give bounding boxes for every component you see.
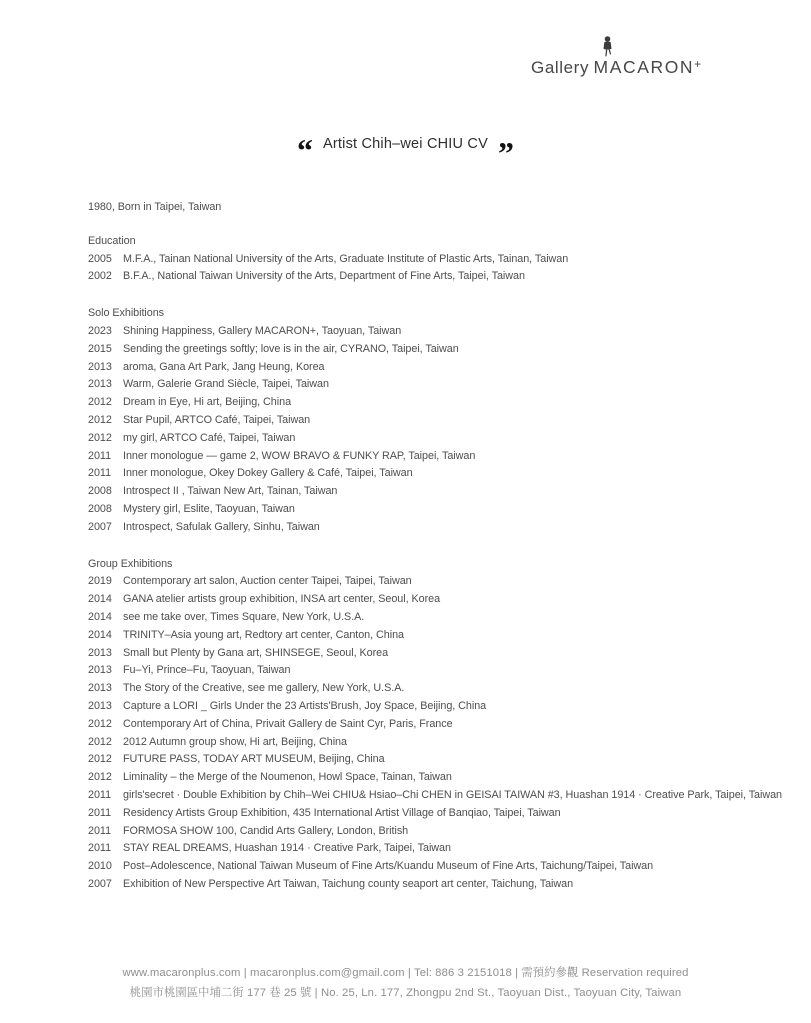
entry-year: 2014 — [88, 628, 112, 641]
cv-entry — [88, 359, 791, 377]
entry-year: 2011 — [88, 449, 112, 462]
entry-text: B.F.A., National Taiwan University of the Arts, Department of Fine Arts, Taipei, Taiwan — [123, 270, 525, 283]
logo-gallery-word: Gallery — [531, 58, 590, 77]
entry-text: aroma, Gana Art Park, Jang Heung, Korea — [123, 360, 325, 373]
entry-year: 2002 — [88, 270, 112, 283]
logo-plus-sign: + — [694, 57, 702, 71]
footer-address-line: 桃園市桃園區中埔二街 177 巷 25 號 | No. 25, Ln. 177, Zhongpu 2nd St., Taoyuan Dist., Taoyuan City, Taiwan — [129, 987, 682, 999]
cv-entry — [88, 769, 791, 787]
entry-year: 2013 — [88, 664, 112, 677]
entry-year: 2010 — [88, 860, 112, 873]
entry-year: 2011 — [88, 806, 112, 819]
page-title — [0, 132, 811, 171]
cv-entry — [88, 394, 791, 412]
gallery-logo — [531, 36, 701, 78]
entry-text: Dream in Eye, Hi art, Beijing, China — [123, 396, 292, 409]
cv-entry — [88, 805, 791, 823]
cv-entry — [88, 734, 791, 752]
entry-text: M.F.A., Tainan National University of the Arts, Graduate Institute of Plastic Arts, Tainan, Taiwan — [123, 252, 569, 265]
entry-text: Residency Artists Group Exhibition, 435 International Artist Village of Banqiao, Taipei, Taiwan — [123, 806, 561, 819]
cv-entry — [88, 341, 791, 359]
entry-text: Fu–Yi, Prince–Fu, Taoyuan, Taiwan — [123, 664, 291, 677]
entry-text: see me take over, Times Square, New York, U.S.A. — [123, 610, 365, 623]
entry-text: Exhibition of New Perspective Art Taiwan, Taichung county seaport art center, Taichung, Taiwan — [123, 877, 574, 890]
cv-entry — [88, 751, 791, 769]
entry-text: GANA atelier artists group exhibition, INSA art center, Seoul, Korea — [123, 593, 441, 606]
cv-entry — [88, 876, 791, 894]
entry-year: 2012 — [88, 396, 112, 409]
entry-text: Warm, Galerie Grand Siècle, Taipei, Taiwan — [123, 378, 329, 391]
cv-entry — [88, 591, 791, 609]
entry-year: 2014 — [88, 610, 112, 623]
cv-entry — [88, 501, 791, 519]
cv-entry — [88, 858, 791, 876]
entry-year: 2011 — [88, 842, 112, 855]
entry-year: 2015 — [88, 342, 112, 355]
entry-year: 2013 — [88, 699, 112, 712]
cv-entry — [88, 448, 791, 466]
cv-entry — [88, 645, 791, 663]
entry-text: Inner monologue, Okey Dokey Gallery & Café, Taipei, Taiwan — [123, 467, 413, 480]
entry-text: Introspect II , Taiwan New Art, Tainan, Taiwan — [123, 485, 338, 498]
section-entries — [88, 573, 791, 893]
cv-section — [88, 305, 791, 536]
section-heading: Education — [88, 234, 136, 247]
cv-entry — [88, 412, 791, 430]
entry-text: Capture a LORI _ Girls Under the 23 Artists'Brush, Joy Space, Beijing, China — [123, 699, 487, 712]
entry-year: 2012 — [88, 717, 112, 730]
entry-year: 2013 — [88, 360, 112, 373]
entry-text: Mystery girl, Eslite, Taoyuan, Taiwan — [123, 502, 295, 515]
entry-text: girls'secret · Double Exhibition by Chih–Wei CHIU& Hsiao–Chi CHEN in GEISAI TAIWAN #3, Huashan 1914 · Creative Park, Taipei, Taiwan — [123, 788, 783, 801]
footer — [0, 963, 811, 1003]
entry-year: 2013 — [88, 378, 112, 391]
entry-year: 2023 — [88, 324, 112, 337]
entry-text: FUTURE PASS, TODAY ART MUSEUM, Beijing, China — [123, 753, 385, 766]
entry-text: The Story of the Creative, see me gallery, New York, U.S.A. — [123, 682, 405, 695]
cv-entry — [88, 268, 791, 286]
entry-text: my girl, ARTCO Café, Taipei, Taiwan — [123, 431, 296, 444]
entry-year: 2011 — [88, 788, 112, 801]
cv-entry — [88, 823, 791, 841]
cv-section — [88, 233, 791, 286]
cv-entry — [88, 716, 791, 734]
cv-entry — [88, 376, 791, 394]
entry-year: 2007 — [88, 877, 112, 890]
cv-entry — [88, 662, 791, 680]
doll-icon — [601, 36, 701, 57]
entry-text: 2012 Autumn group show, Hi art, Beijing, China — [123, 735, 347, 748]
entry-year: 2012 — [88, 735, 112, 748]
entry-year: 2019 — [88, 575, 112, 588]
logo-brand-word: MACARON — [593, 57, 695, 77]
cv-entry — [88, 483, 791, 501]
cv-entry — [88, 840, 791, 858]
cv-entry — [88, 430, 791, 448]
cv-entry — [88, 573, 791, 591]
entry-text: Liminality – the Merge of the Noumenon, Howl Space, Tainan, Taiwan — [123, 771, 452, 784]
entry-year: 2012 — [88, 753, 112, 766]
cv-entry — [88, 323, 791, 341]
entry-text: Sending the greetings softly; love is in the air, CYRANO, Taipei, Taiwan — [123, 342, 459, 355]
open-quote-icon: “ — [297, 132, 314, 168]
entry-year: 2012 — [88, 431, 112, 444]
entry-year: 2012 — [88, 771, 112, 784]
cv-entry — [88, 251, 791, 269]
entry-year: 2005 — [88, 252, 112, 265]
section-heading: Group Exhibitions — [88, 557, 173, 570]
section-entries — [88, 251, 791, 287]
entry-year: 2013 — [88, 646, 112, 659]
entry-year: 2013 — [88, 682, 112, 695]
entry-year: 2008 — [88, 502, 112, 515]
cv-entry — [88, 698, 791, 716]
entry-text: Post–Adolescence, National Taiwan Museum of Fine Arts/Kuandu Museum of Fine Arts, Taichung/Taipei, Taiwan — [123, 860, 654, 873]
section-heading: Solo Exhibitions — [88, 307, 165, 320]
entry-text: Small but Plenty by Gana art, SHINSEGE, Seoul, Korea — [123, 646, 389, 659]
cv-section — [88, 556, 791, 894]
entry-text: Star Pupil, ARTCO Café, Taipei, Taiwan — [123, 413, 311, 426]
entry-text: TRINITY–Asia young art, Redtory art center, Canton, China — [123, 628, 405, 641]
entry-text: STAY REAL DREAMS, Huashan 1914 · Creative Park, Taipei, Taiwan — [123, 842, 451, 855]
entry-text: FORMOSA SHOW 100, Candid Arts Gallery, London, British — [123, 824, 409, 837]
page-title-text: Artist Chih–wei CHIU CV — [323, 136, 488, 152]
cv-sections — [88, 233, 791, 894]
cv-entry — [88, 519, 791, 537]
entry-year: 2014 — [88, 593, 112, 606]
cv-entry — [88, 609, 791, 627]
entry-text: Introspect, Safulak Gallery, Sinhu, Taiwan — [123, 520, 320, 533]
entry-text: Inner monologue — game 2, WOW BRAVO & FUNKY RAP, Taipei, Taiwan — [123, 449, 476, 462]
entry-year: 2008 — [88, 485, 112, 498]
cv-entry — [88, 627, 791, 645]
entry-year: 2007 — [88, 520, 112, 533]
cv-content — [88, 199, 791, 894]
cv-entry — [88, 787, 791, 805]
entry-year: 2011 — [88, 467, 112, 480]
footer-contact-line: www.macaronplus.com | macaronplus.com@gmail.com | Tel: 886 3 2151018 | 需預約參觀 Reservation required — [122, 967, 689, 979]
close-quote-icon: ” — [497, 135, 514, 171]
entry-text: Contemporary Art of China, Privait Gallery de Saint Cyr, Paris, France — [123, 717, 453, 730]
cv-entry — [88, 465, 791, 483]
entry-text: Shining Happiness, Gallery MACARON+, Taoyuan, Taiwan — [123, 324, 402, 337]
entry-text: Contemporary art salon, Auction center Taipei, Taipei, Taiwan — [123, 575, 412, 588]
entry-year: 2012 — [88, 413, 112, 426]
cv-entry — [88, 680, 791, 698]
section-entries — [88, 323, 791, 537]
entry-year: 2011 — [88, 824, 112, 837]
logo-text — [531, 57, 701, 78]
bio-line: 1980, Born in Taipei, Taiwan — [88, 201, 222, 213]
